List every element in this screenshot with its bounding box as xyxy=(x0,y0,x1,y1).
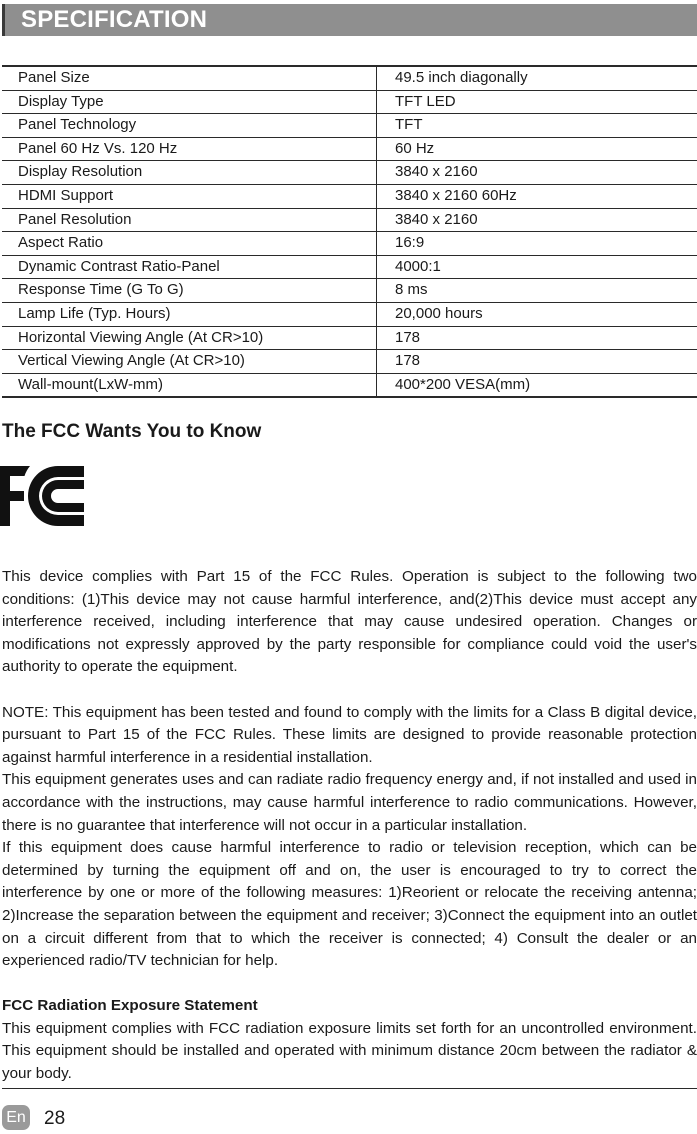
radiation-heading: FCC Radiation Exposure Statement xyxy=(2,997,258,1015)
spec-value: 400*200 VESA(mm) xyxy=(377,373,697,397)
spec-label: Panel Size xyxy=(2,66,377,90)
spec-row xyxy=(2,326,697,350)
spec-value: TFT LED xyxy=(377,90,697,114)
spec-label: Aspect Ratio xyxy=(2,232,377,256)
spec-value: 3840 x 2160 xyxy=(377,208,697,232)
language-badge: En xyxy=(2,1105,30,1130)
spec-label: Panel 60 Hz Vs. 120 Hz xyxy=(2,137,377,161)
spec-value: 49.5 inch diagonally xyxy=(377,66,697,90)
spec-row xyxy=(2,90,697,114)
spec-row xyxy=(2,232,697,256)
spec-label: Dynamic Contrast Ratio-Panel xyxy=(2,255,377,279)
fcc-logo-icon xyxy=(0,466,84,526)
note-paragraph: NOTE: This equipment has been tested and found to comply with the limits for a Class B digital device, pursuant to Part 15 of the FCC Rules. These limits are designed to provide reasonable protection against harmful interference in a residential installation. xyxy=(2,703,697,766)
spec-row xyxy=(2,302,697,326)
spec-value: 20,000 hours xyxy=(377,302,697,326)
spec-label: Response Time (G To G) xyxy=(2,279,377,303)
spec-value: 60 Hz xyxy=(377,137,697,161)
spec-value: 8 ms xyxy=(377,279,697,303)
spec-label: Panel Technology xyxy=(2,114,377,138)
spec-row xyxy=(2,114,697,138)
radiation-paragraph: This equipment complies with FCC radiation exposure limits set forth for an uncontrolled environment. This equipment should be installed and operated with minimum distance 20cm between the radiator & your body. xyxy=(2,1019,697,1083)
spec-value: 178 xyxy=(377,350,697,374)
spec-row xyxy=(2,279,697,303)
spec-value: 178 xyxy=(377,326,697,350)
spec-row xyxy=(2,184,697,208)
spec-row xyxy=(2,373,697,397)
specification-table xyxy=(2,65,697,398)
page-number: 28 xyxy=(44,1108,66,1129)
interference-paragraph: This equipment generates uses and can radiate radio frequency energy and, if not installed and used in accordance with the instructions, may cause harmful interference to radio communications. However, there is no guarantee that interference will not occur in a particular installation. xyxy=(2,771,697,834)
spec-label: Horizontal Viewing Angle (At CR>10) xyxy=(2,326,377,350)
spec-value: 16:9 xyxy=(377,232,697,256)
section-title: SPECIFICATION xyxy=(21,6,208,33)
spec-label: Wall-mount(LxW-mm) xyxy=(2,373,377,397)
section-header-bar xyxy=(2,4,697,36)
spec-label: Lamp Life (Typ. Hours) xyxy=(2,302,377,326)
fcc-statement xyxy=(2,566,697,1086)
spec-row xyxy=(2,161,697,185)
spec-value: 3840 x 2160 60Hz xyxy=(377,184,697,208)
spec-value: 3840 x 2160 xyxy=(377,161,697,185)
spec-label: HDMI Support xyxy=(2,184,377,208)
footer-divider xyxy=(2,1088,697,1089)
spec-row xyxy=(2,255,697,279)
measures-paragraph: If this equipment does cause harmful interference to radio or television reception, which can be determined by turning the equipment off and on, the user is encouraged to try to correct the interference by one or more of the following measures: 1)Reorient or relocate the receiving antenna; 2)Increase the separation between the equipment and receiver; 3)Connect the equipment into an outlet on a circuit different from that to which the receiver is connected; 4) Consult the dealer or an experienced radio/TV technician for help. xyxy=(2,839,697,970)
fcc-heading: The FCC Wants You to Know xyxy=(2,421,262,442)
spec-row xyxy=(2,350,697,374)
spec-row xyxy=(2,137,697,161)
spec-value: 4000:1 xyxy=(377,255,697,279)
spec-label: Display Type xyxy=(2,90,377,114)
spec-label: Vertical Viewing Angle (At CR>10) xyxy=(2,350,377,374)
compliance-paragraph: This device complies with Part 15 of the FCC Rules. Operation is subject to the following two conditions: (1)This device may not cause harmful interference, and(2)This device must accept any interference received, including interference that may cause undesired operation. Changes or modifications not expressly approved by the party responsible for compliance could void the user's authority to operate the equipment. xyxy=(2,568,697,676)
spec-row xyxy=(2,208,697,232)
spec-label: Panel Resolution xyxy=(2,208,377,232)
spec-row xyxy=(2,66,697,90)
spec-label: Display Resolution xyxy=(2,161,377,185)
spec-value: TFT xyxy=(377,114,697,138)
